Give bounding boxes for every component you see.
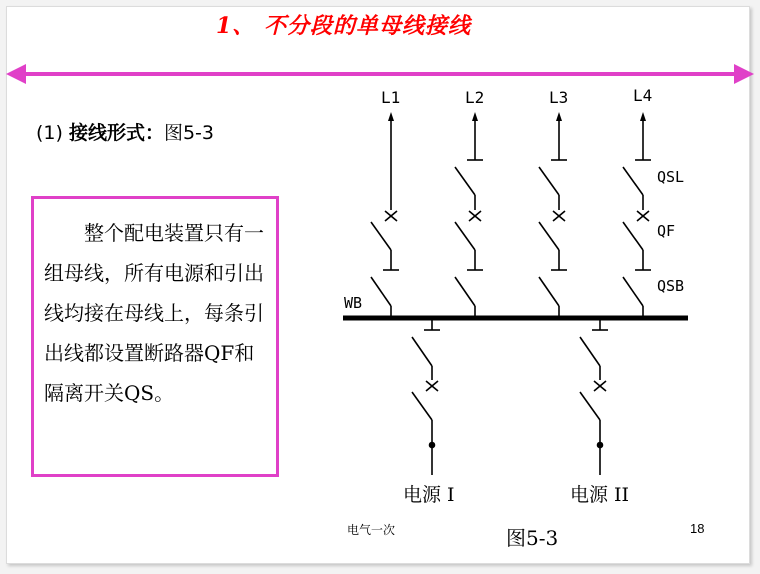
feeder-l4 [623,112,651,318]
line-label-l1: L1 [381,88,401,107]
feeder-l2 [455,112,483,318]
feeder-l3 [539,112,567,318]
page-number: 18 [690,521,705,536]
qf-label: QF [657,222,676,240]
line-label-l2: L2 [465,88,485,107]
description-text: 整个配电装置只有一组母线，所有电源和引出线均接在母线上，每条引出线都设置断路器QF和隔离开关QS。 [44,221,264,405]
subtitle-bold: 接线形式： [68,122,164,144]
qs-bus-label: QSB [657,277,685,295]
footer-text: 电气一次 [347,523,396,537]
feeder-l1 [371,112,399,318]
slide-title: 1、 不分段的单母线接线 [216,13,471,39]
source-1-branch [412,320,440,475]
source-2-branch [580,320,608,475]
qs-line-label: QSL [657,168,685,186]
figure-caption: 图5-3 [506,526,559,550]
subtitle-ref: 图5-3 [163,122,215,144]
bus-label: WB [344,294,363,312]
line-label-l3: L3 [549,88,569,107]
source-label-1: 电源 I [403,484,455,506]
line-label-l4: L4 [633,86,653,105]
source-label-2: 电源 II [570,484,630,506]
subtitle-prefix: (1) [36,122,69,144]
